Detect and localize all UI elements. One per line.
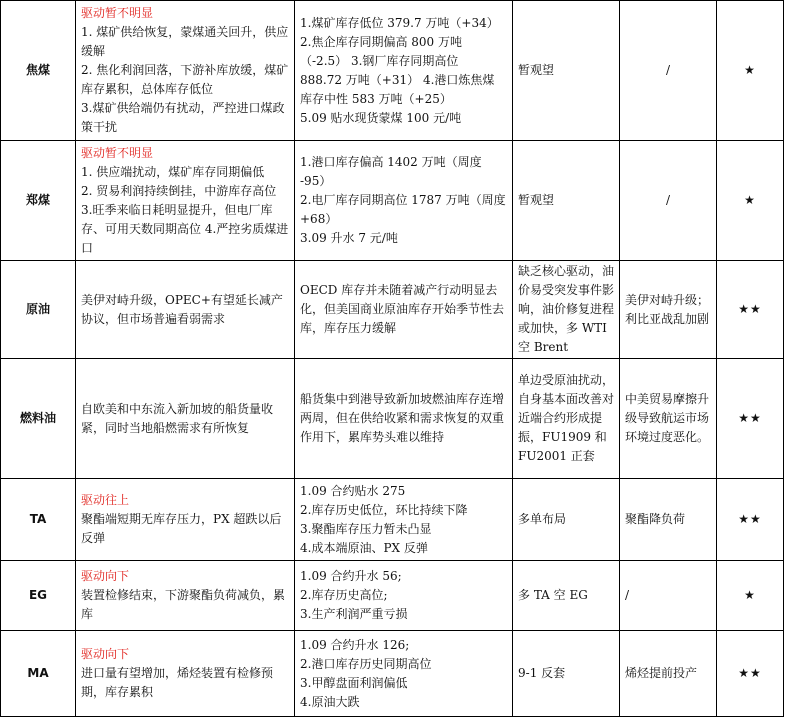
commodity-name: EG bbox=[1, 561, 76, 631]
strategy-cell: 单边受原油扰动，自身基本面改善对近端合约形成提振，FU1909 和 FU2001 正套 bbox=[513, 359, 620, 479]
commodity-name: TA bbox=[1, 479, 76, 561]
driver-tag: 驱动暂不明显 bbox=[81, 6, 154, 20]
fundamentals-line: （-2.5） 3.钢厂库存同期高位 bbox=[300, 53, 459, 68]
fundamentals-line: 3.聚酯库存压力暂未凸显 bbox=[300, 521, 432, 536]
fundamentals-line: 4.成本端原油、PX 反弹 bbox=[300, 540, 428, 555]
fundamentals-line: 2.库存历史低位，环比持续下降 bbox=[300, 502, 468, 517]
fundamentals-cell bbox=[295, 141, 513, 261]
strategy-cell: 9-1 反套 bbox=[513, 631, 620, 717]
strategy-cell: 暂观望 bbox=[513, 1, 620, 141]
driver-cell bbox=[76, 561, 295, 631]
fundamentals-line: 3.生产利润严重亏损 bbox=[300, 607, 408, 621]
rating-stars: ★★ bbox=[717, 631, 784, 717]
driver-text: 自欧美和中东流入新加坡的船货量收紧，同时当地船燃需求有所恢复 bbox=[81, 401, 274, 435]
driver-cell bbox=[76, 141, 295, 261]
driver-text: 美伊对峙升级，OPEC+有望延长减产协议，但市场普遍看弱需求 bbox=[81, 292, 283, 326]
fundamentals-line: 1.煤矿库存低位 379.7 万吨（+34） bbox=[300, 15, 499, 30]
fundamentals-line: 3.09 升水 7 元/吨 bbox=[300, 231, 398, 245]
fundamentals-line: 1.港口库存偏高 1402 万吨（周度 bbox=[300, 155, 482, 169]
fundamentals-cell bbox=[295, 1, 513, 141]
table-body bbox=[1, 1, 784, 717]
risk-cell: 中美贸易摩擦升级导致航运市场环境过度恶化。 bbox=[620, 359, 717, 479]
fundamentals-line: 库存中性 583 万吨（+25） bbox=[300, 91, 452, 106]
fundamentals-line: 船货集中到港导致新加坡燃油库存连增两周，但在供给收紧和需求恢复的双重作用下，累库势头难以维持 bbox=[300, 392, 505, 444]
rating-stars: ★ bbox=[717, 1, 784, 141]
strategy-cell: 多 TA 空 EG bbox=[513, 561, 620, 631]
driver-text: 进口量有望增加，烯烃装置有检修预期，库存累积 bbox=[81, 666, 274, 699]
driver-text: 装置检修结束，下游聚酯负荷减负，累库 bbox=[81, 588, 286, 621]
driver-tag: 驱动往上 bbox=[81, 493, 130, 507]
fundamentals-line: 4.原油大跌 bbox=[300, 694, 360, 709]
strategy-cell: 暂观望 bbox=[513, 141, 620, 261]
fundamentals-line: 2.焦企库存同期偏高 800 万吨 bbox=[300, 34, 462, 49]
fundamentals-line: 2.港口库存历史同期高位 bbox=[300, 656, 432, 671]
table-row bbox=[1, 631, 784, 717]
table-row bbox=[1, 561, 784, 631]
table-row bbox=[1, 1, 784, 141]
strategy-cell: 多单布局 bbox=[513, 479, 620, 561]
fundamentals-line: 1.09 合约贴水 275 bbox=[300, 483, 406, 498]
driver-text: 1. 供应端扰动，煤矿库存同期偏低 2. 贸易利润持续倒挂，中游库存高位 3.旺季来临日耗明显提升，但电厂库存、可用天数同期高位 4.严控劣质煤进口 bbox=[81, 164, 289, 255]
driver-tag: 驱动暂不明显 bbox=[81, 145, 154, 160]
rating-stars: ★★ bbox=[717, 261, 784, 359]
fundamentals-line: OECD 库存并未随着减产行动明显去化，但美国商业原油库存开始季节性去库，库存压力缓解 bbox=[300, 283, 505, 335]
risk-cell: / bbox=[620, 1, 717, 141]
commodity-name: 焦煤 bbox=[1, 1, 76, 141]
risk-cell: 聚酯降负荷 bbox=[620, 479, 717, 561]
fundamentals-cell bbox=[295, 359, 513, 479]
commodity-name: 原油 bbox=[1, 261, 76, 359]
fundamentals-line: -95） bbox=[300, 174, 332, 188]
driver-cell bbox=[76, 261, 295, 359]
fundamentals-cell bbox=[295, 631, 513, 717]
rating-stars: ★ bbox=[717, 561, 784, 631]
commodity-name: 燃料油 bbox=[1, 359, 76, 479]
strategy-cell: 缺乏核心驱动，油价易受突发事件影响，油价修复进程或加快，多 WTI 空 Brent bbox=[513, 261, 620, 359]
fundamentals-cell bbox=[295, 261, 513, 359]
commodity-name: 郑煤 bbox=[1, 141, 76, 261]
table-row bbox=[1, 261, 784, 359]
rating-stars: ★ bbox=[717, 141, 784, 261]
fundamentals-line: 5.09 贴水现货蒙煤 100 元/吨 bbox=[300, 110, 462, 125]
fundamentals-line: 888.72 万吨（+31） 4.港口炼焦煤 bbox=[300, 72, 495, 87]
driver-cell bbox=[76, 631, 295, 717]
fundamentals-line: 1.09 合约升水 126; bbox=[300, 637, 410, 652]
fundamentals-line: 3.甲醇盘面利润偏低 bbox=[300, 675, 408, 690]
rating-stars: ★★ bbox=[717, 479, 784, 561]
driver-cell bbox=[76, 359, 295, 479]
table-row bbox=[1, 359, 784, 479]
driver-text: 聚酯端短期无库存压力，PX 超跌以后反弹 bbox=[81, 512, 282, 545]
fundamentals-line: 2.电厂库存同期高位 1787 万吨（周度 bbox=[300, 193, 506, 207]
risk-cell: 烯烃提前投产 bbox=[620, 631, 717, 717]
driver-text: 1. 煤矿供给恢复，蒙煤通关回升，供应缓解 2. 焦化利润回落，下游补库放缓，煤矿库存累积，总体库存低位 3.煤矿供给端仍有扰动，严控进口煤政策干扰 bbox=[81, 25, 289, 134]
fundamentals-cell bbox=[295, 479, 513, 561]
table-row bbox=[1, 141, 784, 261]
risk-cell: / bbox=[620, 141, 717, 261]
driver-tag: 驱动向下 bbox=[81, 569, 130, 583]
risk-cell: 美伊对峙升级；利比亚战乱加剧 bbox=[620, 261, 717, 359]
driver-cell bbox=[76, 479, 295, 561]
driver-cell bbox=[76, 1, 295, 141]
table-row bbox=[1, 479, 784, 561]
driver-tag: 驱动向下 bbox=[81, 647, 130, 661]
commodity-name: MA bbox=[1, 631, 76, 717]
fundamentals-line: +68） bbox=[300, 212, 338, 226]
fundamentals-line: 2.库存历史高位; bbox=[300, 588, 388, 602]
fundamentals-line: 1.09 合约升水 56; bbox=[300, 569, 402, 583]
risk-cell: / bbox=[620, 561, 717, 631]
fundamentals-cell bbox=[295, 561, 513, 631]
rating-stars: ★★ bbox=[717, 359, 784, 479]
